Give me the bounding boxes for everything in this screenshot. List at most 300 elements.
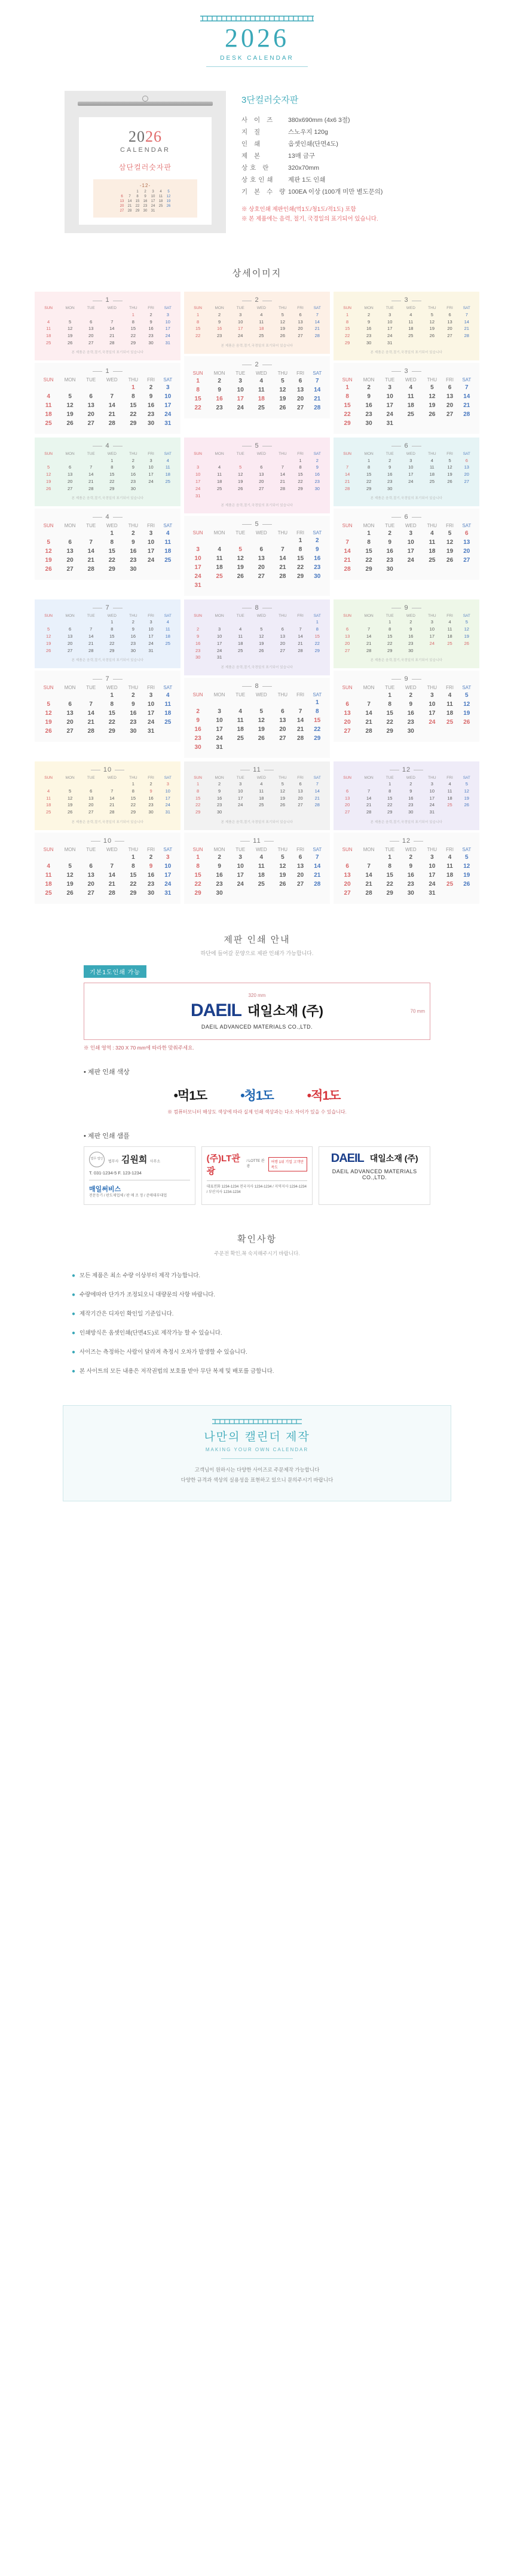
calendar-row	[337, 565, 476, 574]
calendar-day: 11	[216, 555, 223, 562]
calendar-day: 25	[259, 333, 264, 339]
calendar-day: 22	[130, 802, 136, 808]
calendar-day: 8	[196, 386, 200, 393]
calendar-day: 1	[316, 699, 319, 706]
calendar-day	[308, 743, 326, 752]
calendar-day: 9	[409, 626, 412, 632]
calendar-day	[250, 457, 273, 464]
calendar-month	[334, 292, 479, 360]
preview-calendar-label: CALENDAR	[120, 146, 170, 154]
calendar-day: 19	[67, 333, 73, 339]
preview-year: 2026	[128, 128, 162, 146]
calendar-row	[38, 700, 177, 709]
calendar-day: 4	[239, 626, 242, 632]
calendar-row	[188, 889, 326, 898]
weekday-header: MON	[215, 613, 224, 618]
calendar-day: 16	[314, 555, 321, 562]
weekday-header: MON	[215, 306, 224, 311]
calendar-day: 24	[148, 718, 155, 726]
calendar-day: 30	[387, 485, 393, 491]
calendar-day: 8	[197, 788, 200, 794]
weekday-header: TUE	[236, 452, 244, 457]
calendar-day: 2	[197, 626, 200, 632]
calendar-day: 29	[130, 339, 136, 345]
calendar-day	[399, 339, 422, 347]
calendar-month	[334, 363, 479, 434]
spec-value: 380x690mm (4x6 3절)	[288, 117, 350, 124]
calendar-band	[33, 290, 481, 436]
calendar-day: 8	[298, 546, 302, 553]
calendar-day: 7	[316, 853, 319, 861]
calendar-day: 13	[88, 326, 94, 332]
weekday-header: WED	[106, 523, 118, 529]
sample-2-lines: 대표전화 1234-1234 전국지사 1234-1234 / 지역지사 1234-1234 / 부산지사 1234-1234	[206, 1185, 307, 1194]
calendar-day: 20	[279, 726, 286, 733]
calendar-day: 8	[110, 539, 114, 546]
calendar-day: 7	[90, 626, 93, 632]
calendar-day: 28	[280, 485, 286, 491]
weekday-header: WED	[255, 692, 267, 697]
calendar-day: 17	[386, 402, 393, 409]
calendar-day: 20	[67, 479, 73, 485]
weekday-header: SUN	[44, 452, 53, 457]
calendar-day: 29	[387, 647, 393, 653]
weekday-header: FRI	[148, 775, 154, 780]
weekday-header: TUE	[385, 377, 395, 383]
calendar-day: 19	[45, 557, 52, 564]
calendar-day: 1	[110, 692, 114, 699]
calendar-day	[250, 619, 273, 626]
weekday-header: TUE	[386, 452, 394, 457]
weekday-header: WED	[405, 846, 417, 852]
weekday-header: MON	[363, 377, 375, 383]
calendar-month	[334, 833, 479, 904]
calendar-day: 19	[237, 564, 244, 571]
calendar-band	[33, 598, 481, 760]
calendar-day: 19	[447, 472, 452, 478]
spec-value: 13매 금구	[288, 152, 316, 160]
calendar-day: 27	[87, 420, 94, 427]
calendar-day: 16	[408, 633, 414, 639]
weekday-header: THU	[279, 775, 287, 780]
calendar-row	[337, 781, 476, 788]
checklist-text: 인쇄방식은 옵셋인쇄(단면4도)로 제작가능 할 수 있습니다.	[79, 1329, 222, 1336]
calendar-day: 12	[447, 464, 452, 470]
calendar-row	[188, 332, 326, 339]
calendar-day: 7	[89, 700, 93, 708]
calendar-row	[337, 727, 476, 736]
calendar-day: 18	[45, 411, 52, 418]
calendar-day: 7	[110, 862, 114, 870]
footer-line: 고객님이 원하시는 다양한 사이즈로 주문제작 가능합니다	[194, 1466, 320, 1473]
calendar-day: 11	[408, 319, 414, 325]
calendar-row	[188, 325, 326, 332]
weekday-header: MON	[64, 684, 76, 690]
calendar-day	[231, 654, 250, 661]
calendar-day: 6	[298, 377, 302, 384]
calendar-day: 20	[344, 640, 350, 646]
mini-cal-cell: 16	[143, 200, 148, 204]
sample-logo	[93, 1001, 421, 1021]
calendar-row	[38, 871, 177, 880]
calendar-day: 4	[448, 853, 452, 861]
calendar-day: 14	[87, 709, 94, 717]
calendar-table	[337, 377, 476, 428]
calendar-day: 2	[409, 781, 412, 787]
calendar-day	[308, 581, 326, 590]
sample-card-1	[84, 1146, 195, 1205]
calendar-day: 3	[166, 311, 169, 317]
print-area-box	[84, 983, 430, 1040]
calendar-day: 3	[430, 853, 434, 861]
weekday-header: SAT	[313, 306, 321, 311]
mini-cal-cell: 23	[143, 204, 148, 209]
weekday-header: MON	[65, 613, 75, 618]
mini-cal-cell	[165, 209, 173, 213]
sample-3-logo-ko: 대일소재 (주)	[369, 1154, 418, 1164]
checklist-title: 확인사항	[237, 1234, 277, 1244]
calendar-day: 12	[429, 393, 436, 400]
calendar-day: 4	[166, 457, 169, 463]
calendar-day: 3	[388, 384, 391, 391]
weekday-header: SUN	[192, 692, 203, 697]
calendar-day: 7	[465, 384, 469, 391]
calendar-day: 11	[46, 326, 51, 332]
calendar-day: 9	[149, 319, 152, 325]
calendar-day: 17	[165, 326, 170, 332]
calendar-day: 18	[259, 326, 264, 332]
calendar-day: 3	[166, 384, 170, 391]
calendar-day	[100, 383, 123, 392]
calendar-day: 22	[108, 557, 115, 564]
calendar-day: 24	[164, 880, 172, 888]
calendar-day: 12	[66, 402, 74, 409]
calendar-day	[357, 781, 380, 788]
calendar-day	[159, 565, 177, 574]
checklist	[0, 1266, 514, 1381]
calendar-day: 25	[216, 573, 223, 580]
calendar-row	[337, 547, 476, 556]
calendar-day: 20	[87, 411, 94, 418]
calendar-day	[38, 311, 59, 318]
calendar-day: 25	[259, 802, 264, 808]
weekday-header: WED	[106, 846, 118, 852]
calendar-day	[422, 339, 442, 347]
print-color-swatch: •청1도	[240, 1088, 274, 1103]
calendar-day: 3	[239, 781, 242, 787]
calendar-day: 22	[108, 718, 115, 726]
calendar-row	[38, 529, 177, 538]
calendar-day: 28	[314, 880, 321, 888]
calendar-day: 11	[259, 788, 264, 794]
calendar-day	[188, 457, 208, 464]
calendar-day: 6	[68, 700, 72, 708]
calendar-row	[38, 401, 177, 410]
mini-cal-cell: 3	[152, 190, 154, 194]
weekday-header: FRI	[296, 846, 305, 852]
calendar-row	[188, 781, 326, 788]
calendar-row	[38, 332, 177, 339]
calendar-day: 27	[344, 809, 350, 815]
calendar-day: 19	[45, 479, 51, 485]
calendar-day	[308, 889, 326, 898]
calendar-table	[188, 530, 326, 590]
calendar-day: 10	[408, 464, 414, 470]
calendar-day: 21	[87, 718, 94, 726]
calendar-row	[38, 547, 177, 556]
calendar-day: 27	[259, 485, 264, 491]
calendar-month-header: 4	[38, 513, 177, 521]
print-sample-list	[84, 1146, 430, 1205]
calendar-column	[182, 598, 332, 760]
calendar-day: 10	[195, 472, 201, 478]
calendar-day: 10	[237, 862, 244, 870]
calendar-table	[188, 846, 326, 898]
calendar-row	[38, 311, 177, 318]
calendar-table	[38, 377, 177, 428]
calendar-day: 8	[346, 319, 349, 325]
calendar-day: 22	[109, 640, 115, 646]
calendar-day: 2	[368, 311, 371, 317]
calendar-day: 19	[259, 640, 264, 646]
calendar-day: 23	[195, 647, 201, 653]
calendar-day: 6	[465, 457, 468, 463]
calendar-day: 16	[148, 402, 155, 409]
calendar-day: 18	[237, 726, 244, 733]
calendar-day: 14	[344, 548, 351, 555]
calendar-band	[33, 436, 481, 598]
calendar-day: 9	[388, 464, 391, 470]
calendar-day: 25	[408, 333, 414, 339]
calendar-day: 9	[368, 319, 371, 325]
calendar-table	[38, 451, 177, 492]
calendar-day: 10	[237, 386, 244, 393]
calendar-month	[35, 509, 180, 580]
calendar-row	[337, 392, 476, 401]
calendar-day: 11	[45, 871, 52, 879]
calendar-day	[59, 781, 81, 788]
preview-product-name: 삼단컬러숫자판	[118, 163, 172, 172]
calendar-day: 7	[111, 319, 114, 325]
calendar-day: 5	[465, 853, 469, 861]
calendar-day: 19	[464, 633, 469, 639]
calendar-day: 4	[260, 311, 263, 317]
calendar-day	[442, 485, 457, 492]
calendar-row	[188, 318, 326, 325]
calendar-day: 11	[447, 626, 452, 632]
calendar-day: 10	[407, 539, 414, 546]
calendar-row	[38, 880, 177, 889]
calendar-day: 3	[149, 692, 153, 699]
calendar-day	[231, 536, 250, 545]
sample-1-prefix: 법무사	[108, 1160, 119, 1164]
calendar-day: 10	[148, 464, 154, 470]
calendar-day: 6	[299, 781, 302, 787]
calendar-day: 13	[67, 472, 73, 478]
spec-key: 인 쇄	[241, 140, 263, 148]
calendar-day: 30	[130, 485, 136, 491]
calendar-day: 13	[67, 633, 73, 639]
calendar-day: 24	[429, 802, 435, 808]
calendar-day: 1	[299, 457, 302, 463]
calendar-day: 26	[258, 735, 265, 742]
calendar-day: 14	[464, 319, 469, 325]
calendar-band	[33, 760, 481, 905]
calendar-row	[188, 654, 326, 661]
footer-title: 나만의 캘린더 제작	[204, 1430, 310, 1443]
calendar-day: 25	[429, 557, 436, 564]
calendar-row	[38, 640, 177, 647]
calendar-day: 14	[365, 709, 372, 717]
mini-cal-cell: 2	[144, 190, 146, 194]
calendar-day: 5	[281, 377, 284, 384]
hero-year: 2026	[225, 23, 289, 53]
mini-cal-cell: 14	[127, 200, 132, 204]
calendar-note: 본 제품은 음력,절기,국경일의 표기되어 있습니다	[221, 344, 293, 348]
weekday-header: MON	[364, 306, 374, 311]
calendar-day: 27	[297, 404, 304, 411]
calendar-day: 26	[45, 566, 52, 573]
calendar-day: 17	[148, 548, 155, 555]
calendar-day: 16	[386, 548, 393, 555]
print-area-width: 320 mm	[248, 992, 266, 998]
weekday-header: TUE	[386, 613, 394, 618]
calendar-day: 30	[407, 889, 414, 897]
calendar-day: 25	[447, 802, 452, 808]
calendar-day: 2	[196, 708, 200, 715]
calendar-day: 14	[88, 472, 94, 478]
mini-cal-row	[118, 209, 173, 213]
calendar-day: 18	[238, 640, 243, 646]
calendar-day: 8	[131, 319, 134, 325]
calendar-day: 28	[108, 420, 115, 427]
calendar-day	[81, 853, 100, 862]
calendar-day: 8	[299, 464, 302, 470]
calendar-day: 17	[429, 709, 436, 717]
calendar-day: 17	[164, 871, 172, 879]
calendar-day: 21	[298, 640, 303, 646]
calendar-row	[188, 581, 326, 590]
print-color-swatch: •적1도	[307, 1088, 341, 1103]
weekday-header: FRI	[147, 523, 155, 529]
calendar-row	[337, 410, 476, 419]
calendar-day: 14	[314, 319, 320, 325]
sample-1-suffix: 사무소	[149, 1160, 161, 1164]
mini-cal-cell	[157, 209, 165, 213]
weekday-header: THU	[129, 452, 137, 457]
calendar-day: 5	[239, 464, 242, 470]
calendar-table	[38, 846, 177, 898]
calendar-day: 20	[67, 640, 73, 646]
calendar-day: 16	[148, 326, 154, 332]
calendar-day: 16	[407, 871, 414, 879]
calendar-day: 21	[366, 802, 372, 808]
calendar-day: 11	[164, 700, 172, 708]
calendar-day: 1	[367, 530, 371, 537]
calendar-row	[337, 339, 476, 347]
calendar-day: 20	[446, 402, 454, 409]
mini-cal-cell: 7	[128, 195, 131, 199]
calendar-day: 26	[238, 485, 243, 491]
calendar-day: 27	[464, 479, 469, 485]
calendar-day: 12	[66, 871, 74, 879]
calendar-day: 11	[447, 788, 452, 794]
spec-row	[241, 126, 449, 138]
calendar-row	[38, 410, 177, 419]
calendar-row	[337, 419, 476, 428]
weekday-header: SUN	[342, 523, 353, 529]
calendar-day: 13	[87, 402, 94, 409]
calendar-day	[308, 492, 326, 499]
weekday-header: WED	[405, 377, 417, 383]
calendar-day	[188, 536, 208, 545]
calendar-row	[38, 626, 177, 633]
calendar-day: 9	[367, 393, 371, 400]
mini-cal-cell: 15	[135, 200, 140, 204]
calendar-month	[35, 292, 180, 360]
calendar-column	[182, 290, 332, 436]
calendar-day: 4	[47, 788, 50, 794]
calendar-day: 17	[238, 326, 243, 332]
calendar-note: 본 제품은 음력,절기,국경일의 표기되어 있습니다	[71, 497, 144, 501]
calendar-day: 16	[366, 326, 372, 332]
calendar-day: 12	[45, 709, 52, 717]
calendar-day: 27	[463, 557, 470, 564]
calendar-day: 15	[386, 709, 393, 717]
calendar-day: 18	[45, 802, 51, 808]
calendar-day: 3	[238, 853, 242, 861]
calendar-day: 26	[463, 718, 470, 726]
product-note: ※ 본 제품에는 음력, 절기, 국경일의 표기되어 있습니다.	[241, 216, 378, 223]
calendar-day: 25	[45, 889, 52, 897]
calendar-row	[188, 545, 326, 554]
footer-divider	[221, 1458, 293, 1459]
calendar-row	[38, 709, 177, 718]
calendar-month	[184, 438, 330, 513]
weekday-header: MON	[363, 846, 375, 852]
calendar-day: 9	[197, 633, 200, 639]
calendar-month-header: 3	[337, 296, 476, 304]
calendar-day: 31	[429, 889, 436, 897]
weekday-header: THU	[428, 306, 436, 311]
weekday-header: MON	[364, 452, 374, 457]
calendar-day: 23	[216, 802, 222, 808]
calendar-day: 2	[409, 692, 413, 699]
weekday-header: SUN	[43, 684, 54, 690]
calendar-day: 6	[69, 464, 72, 470]
calendar-day	[292, 654, 308, 661]
calendar-column	[33, 598, 182, 760]
weekday-header: SAT	[164, 452, 172, 457]
calendar-day: 12	[67, 795, 73, 801]
calendar-row	[188, 485, 326, 492]
calendar-day: 22	[297, 564, 304, 571]
calendar-day	[59, 311, 81, 318]
calendar-day: 11	[165, 626, 170, 632]
calendar-day: 19	[463, 871, 470, 879]
mini-cal-cell: 30	[143, 209, 148, 213]
weekday-header: MON	[213, 370, 225, 376]
calendar-day: 11	[217, 472, 222, 478]
calendar-day	[159, 647, 177, 654]
calendar-day: 7	[465, 311, 468, 317]
calendar-month-header: 10	[38, 837, 177, 845]
calendar-day: 19	[66, 880, 74, 888]
calendar-day: 26	[429, 333, 435, 339]
calendar-day: 16	[216, 395, 223, 402]
calendar-day: 13	[66, 548, 74, 555]
calendar-day: 27	[87, 889, 94, 897]
